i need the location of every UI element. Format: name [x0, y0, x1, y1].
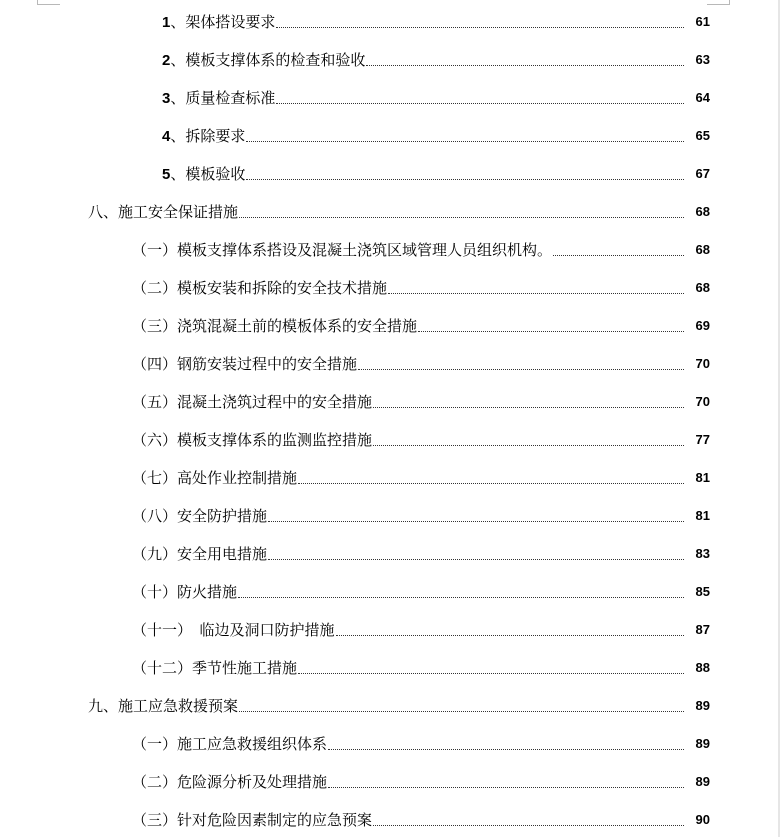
table-of-contents — [0, 2, 780, 837]
toc-entry[interactable] — [0, 686, 780, 724]
toc-dot-leader — [373, 444, 684, 446]
toc-entry-title[interactable] — [132, 809, 372, 830]
toc-entry-label: （二）模板安装和拆除的安全技术措施 — [132, 278, 388, 297]
toc-page-number[interactable]: 77 — [695, 431, 710, 447]
toc-entry-label: （三）针对危险因素制定的应急预案 — [132, 810, 373, 829]
toc-entry-label: 八、施工安全保证措施 — [88, 202, 239, 221]
toc-entry-title[interactable] — [88, 695, 238, 716]
toc-entry-title[interactable] — [162, 11, 275, 32]
toc-page-number[interactable]: 87 — [695, 621, 710, 637]
toc-entry-label: （六）模板支撑体系的监测监控措施 — [132, 430, 373, 449]
toc-page-number[interactable]: 69 — [695, 317, 710, 333]
toc-entry[interactable] — [0, 344, 780, 382]
toc-page-number[interactable]: 89 — [695, 735, 710, 751]
toc-entry-title[interactable] — [162, 49, 365, 70]
toc-entry-label: （七）高处作业控制措施 — [132, 468, 298, 487]
toc-entry[interactable] — [0, 268, 780, 306]
toc-entry[interactable] — [0, 382, 780, 420]
toc-page-number[interactable]: 85 — [695, 583, 710, 599]
toc-entry-label: （四）钢筋安装过程中的安全措施 — [132, 354, 358, 373]
toc-entry-title[interactable] — [132, 581, 237, 602]
toc-page-number[interactable]: 90 — [695, 811, 710, 827]
toc-dot-leader — [298, 672, 684, 674]
toc-entry[interactable] — [0, 724, 780, 762]
toc-dot-leader — [246, 140, 684, 142]
toc-entry[interactable] — [0, 230, 780, 268]
toc-page-number[interactable]: 64 — [695, 89, 710, 105]
toc-entry-title[interactable] — [132, 771, 327, 792]
toc-entry[interactable] — [0, 610, 780, 648]
toc-entry-title[interactable] — [88, 201, 238, 222]
toc-dot-leader — [239, 216, 684, 218]
toc-entry-title[interactable] — [132, 315, 417, 336]
toc-entry-title[interactable] — [162, 125, 245, 146]
toc-entry-title[interactable] — [132, 657, 297, 678]
toc-entry-title[interactable] — [132, 391, 372, 412]
toc-dot-leader — [418, 330, 684, 332]
toc-page-number[interactable]: 88 — [695, 659, 710, 675]
toc-entry[interactable] — [0, 192, 780, 230]
toc-entry-label: （一）施工应急救援组织体系 — [132, 734, 328, 753]
toc-dot-leader — [276, 26, 684, 28]
toc-entry-title[interactable] — [132, 733, 327, 754]
toc-entry-title[interactable] — [132, 543, 267, 564]
toc-dot-leader — [298, 482, 684, 484]
toc-entry-title[interactable] — [132, 429, 372, 450]
toc-entry-label: 、拆除要求 — [170, 126, 246, 145]
toc-entry[interactable] — [0, 800, 780, 837]
toc-entry[interactable] — [0, 154, 780, 192]
toc-entry-label: （十）防火措施 — [132, 582, 238, 601]
toc-page-number[interactable]: 67 — [695, 165, 710, 181]
toc-dot-leader — [373, 406, 684, 408]
toc-page-number[interactable]: 68 — [695, 203, 710, 219]
toc-entry[interactable] — [0, 458, 780, 496]
toc-page-number[interactable]: 70 — [695, 393, 710, 409]
toc-dot-leader — [366, 64, 684, 66]
toc-entry-number: 5 — [162, 165, 171, 183]
toc-dot-leader — [388, 292, 684, 294]
toc-entry-label: 、模板支撑体系的检查和验收 — [170, 50, 366, 69]
toc-entry-title[interactable] — [162, 87, 275, 108]
toc-page-number[interactable]: 89 — [695, 773, 710, 789]
toc-dot-leader — [238, 596, 684, 598]
toc-page-number[interactable]: 65 — [695, 127, 710, 143]
toc-entry-title[interactable] — [132, 619, 335, 640]
toc-page-number[interactable]: 68 — [695, 241, 710, 257]
toc-page-number[interactable]: 61 — [695, 13, 710, 29]
toc-entry-number: 2 — [162, 51, 171, 69]
toc-dot-leader — [373, 824, 684, 826]
toc-entry-label: （十二）季节性施工措施 — [132, 658, 298, 677]
toc-dot-leader — [358, 368, 684, 370]
toc-entry-title[interactable] — [132, 467, 297, 488]
toc-dot-leader — [246, 178, 684, 180]
toc-entry-label: （五）混凝土浇筑过程中的安全措施 — [132, 392, 373, 411]
toc-entry-number: 1 — [162, 13, 171, 31]
toc-entry[interactable] — [0, 40, 780, 78]
toc-page-number[interactable]: 83 — [695, 545, 710, 561]
toc-page-number[interactable]: 63 — [695, 51, 710, 67]
toc-dot-leader — [268, 520, 684, 522]
toc-entry[interactable] — [0, 534, 780, 572]
toc-page-number[interactable]: 89 — [695, 697, 710, 713]
toc-entry-title[interactable] — [132, 505, 267, 526]
toc-entry-title[interactable] — [132, 239, 552, 260]
toc-entry-title[interactable] — [132, 353, 357, 374]
toc-entry-label: （八）安全防护措施 — [132, 506, 268, 525]
toc-entry-label: （三）浇筑混凝土前的模板体系的安全措施 — [132, 316, 418, 335]
toc-page-number[interactable]: 81 — [695, 507, 710, 523]
toc-entry-label: （一）模板支撑体系搭设及混凝土浇筑区域管理人员组织机构。 — [132, 240, 553, 259]
toc-entry-label: （二）危险源分析及处理措施 — [132, 772, 328, 791]
toc-entry-label: 九、施工应急救援预案 — [88, 696, 239, 715]
toc-dot-leader — [336, 634, 684, 636]
toc-entry[interactable] — [0, 496, 780, 534]
toc-entry[interactable] — [0, 572, 780, 610]
toc-page-number[interactable]: 70 — [695, 355, 710, 371]
toc-entry[interactable] — [0, 762, 780, 800]
toc-entry-number: 3 — [162, 89, 171, 107]
toc-page-number[interactable]: 81 — [695, 469, 710, 485]
toc-dot-leader — [553, 254, 684, 256]
toc-entry-title[interactable] — [162, 163, 245, 184]
toc-dot-leader — [276, 102, 684, 104]
toc-entry-number: 4 — [162, 127, 171, 145]
toc-entry-label: （九）安全用电措施 — [132, 544, 268, 563]
toc-entry-label: 、模板验收 — [170, 164, 246, 183]
toc-entry[interactable] — [0, 306, 780, 344]
toc-entry-label: 、质量检查标准 — [170, 88, 276, 107]
toc-entry-label: （十一） 临边及洞口防护措施 — [132, 620, 335, 639]
toc-entry-label: 、架体搭设要求 — [170, 12, 276, 31]
toc-dot-leader — [268, 558, 684, 560]
toc-entry[interactable] — [0, 78, 780, 116]
toc-dot-leader — [328, 786, 684, 788]
toc-entry-title[interactable] — [132, 277, 387, 298]
toc-entry[interactable] — [0, 2, 780, 40]
toc-entry[interactable] — [0, 420, 780, 458]
toc-page-number[interactable]: 68 — [695, 279, 710, 295]
toc-entry[interactable] — [0, 648, 780, 686]
toc-entry[interactable] — [0, 116, 780, 154]
toc-dot-leader — [328, 748, 684, 750]
toc-dot-leader — [239, 710, 684, 712]
